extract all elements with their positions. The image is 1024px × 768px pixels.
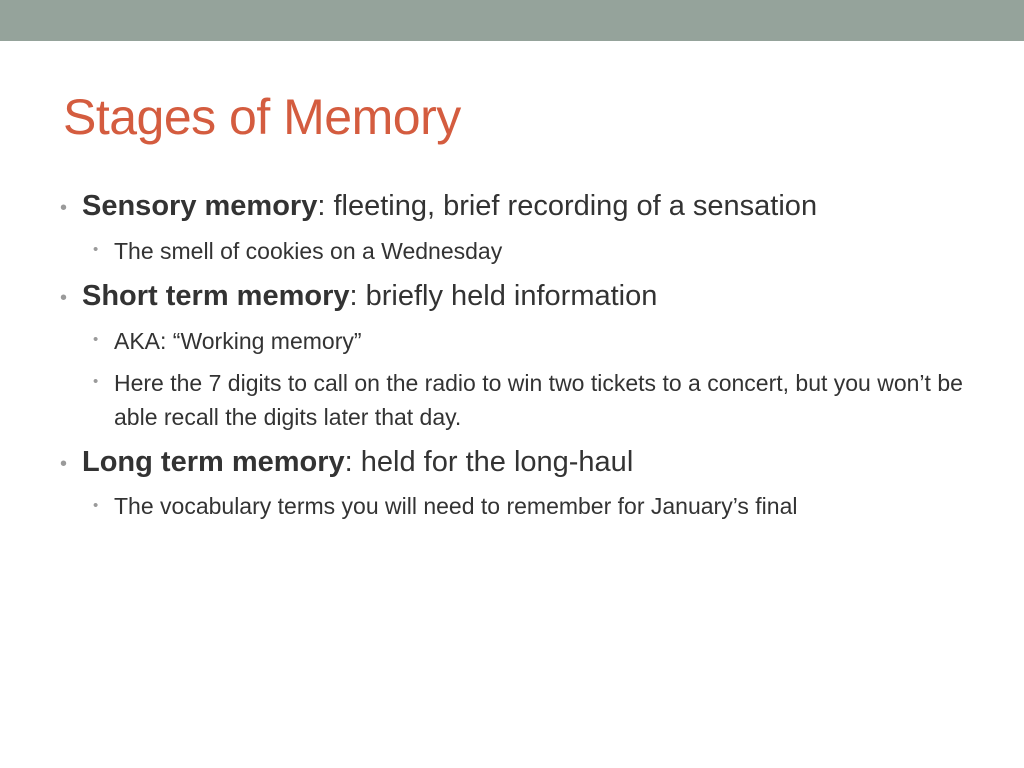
sub-bullet-cookies: The smell of cookies on a Wednesday xyxy=(114,238,503,264)
sub-bullet-icon: • xyxy=(93,331,99,348)
slide-title: Stages of Memory xyxy=(63,89,461,145)
bullet-short-term-memory xyxy=(82,278,657,314)
sub-bullet-working-memory: AKA: “Working memory” xyxy=(114,328,362,354)
bullet-sensory-memory xyxy=(82,188,817,224)
header-band xyxy=(0,0,1024,41)
sub-bullet-icon: • xyxy=(93,497,99,514)
sub-bullet-icon: • xyxy=(93,241,99,258)
bullet-icon: • xyxy=(60,287,68,309)
sub-bullet-seven-digits: Here the 7 digits to call on the radio to win two tickets to a concert, but you won’t be able recall the digits later that day. xyxy=(114,370,963,430)
term-label: Long term memory xyxy=(82,446,345,478)
bullet-long-term-memory xyxy=(82,444,633,480)
sub-bullet-vocabulary: The vocabulary terms you will need to remember for January’s final xyxy=(114,493,798,519)
bullet-icon: • xyxy=(60,197,68,219)
sub-bullet-icon: • xyxy=(93,373,99,390)
term-label: Sensory memory xyxy=(82,190,318,222)
definition-text: : briefly held information xyxy=(349,280,658,312)
definition-text: : fleeting, brief recording of a sensation xyxy=(317,190,818,222)
definition-text: : held for the long-haul xyxy=(344,446,634,478)
term-label: Short term memory xyxy=(82,280,350,312)
bullet-icon: • xyxy=(60,453,68,475)
